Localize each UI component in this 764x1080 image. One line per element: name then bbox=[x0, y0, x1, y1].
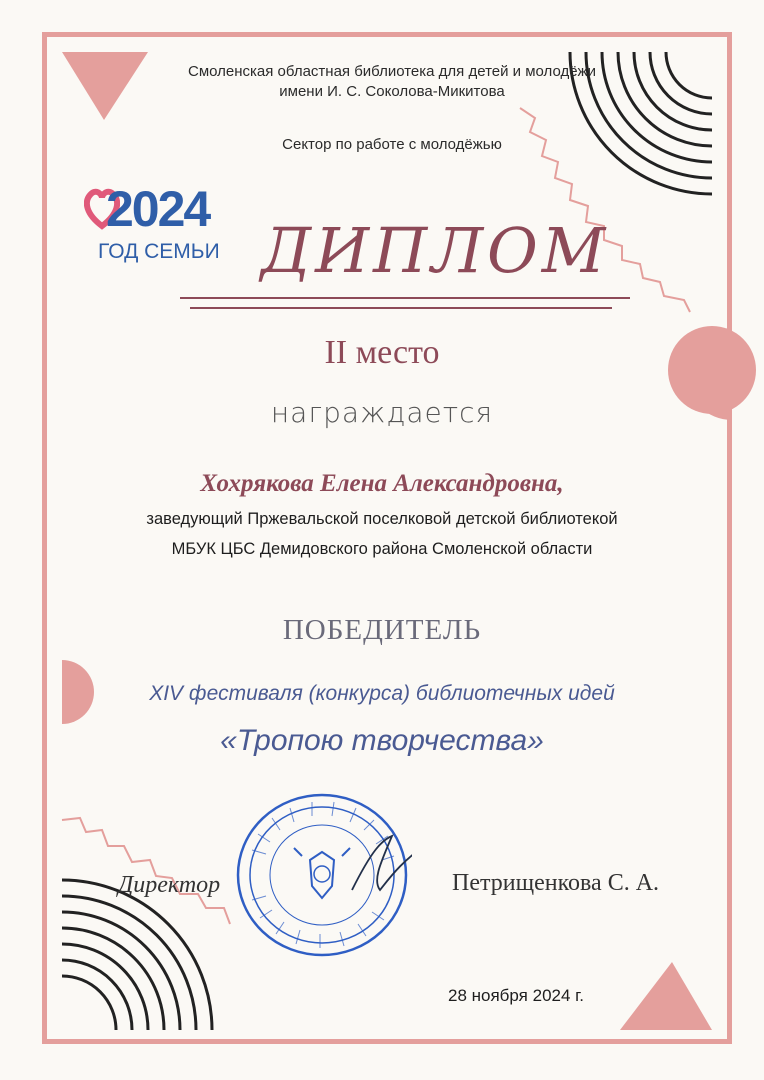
logo-caption: ГОД СЕМЬИ bbox=[98, 240, 220, 263]
winner-label: ПОБЕДИТЕЛЬ bbox=[282, 614, 482, 646]
official-seal-stamp bbox=[232, 790, 412, 960]
place-label: II место bbox=[324, 334, 440, 371]
signature-scribble bbox=[352, 836, 412, 890]
diploma-title: ДИПЛОМ bbox=[260, 214, 610, 287]
triangle-bottom-right bbox=[620, 962, 712, 1030]
logo-year: 2024 bbox=[106, 181, 210, 237]
org-line-1: Смоленская областная библиотека для детей и молодёжи bbox=[188, 63, 596, 80]
recipient-position-line-2: МБУК ЦБС Демидовского района Смоленской области bbox=[171, 540, 593, 558]
issue-date: 28 ноября 2024 г. bbox=[448, 986, 584, 1005]
director-name: Петрищенкова С. А. bbox=[452, 870, 660, 896]
zigzag-bottom bbox=[62, 818, 230, 924]
festival-name: XIV фестиваля (конкурса) библиотечных идей bbox=[149, 682, 615, 705]
organization-name bbox=[60, 62, 724, 102]
contest-name: «Тропою творчества» bbox=[220, 724, 544, 757]
recipient-name: Хохрякова Елена Александровна, bbox=[200, 470, 564, 497]
awarded-label: награждается bbox=[270, 396, 494, 429]
sector-name: Сектор по работе с молодёжью bbox=[282, 136, 502, 153]
org-line-2: имени И. С. Соколова-Микитова bbox=[279, 83, 505, 100]
director-label: Директор bbox=[118, 872, 221, 898]
recipient-position-line-1: заведующий Пржевальской поселковой детской библиотекой bbox=[146, 510, 618, 528]
arcs-bottom-left bbox=[62, 880, 212, 1030]
